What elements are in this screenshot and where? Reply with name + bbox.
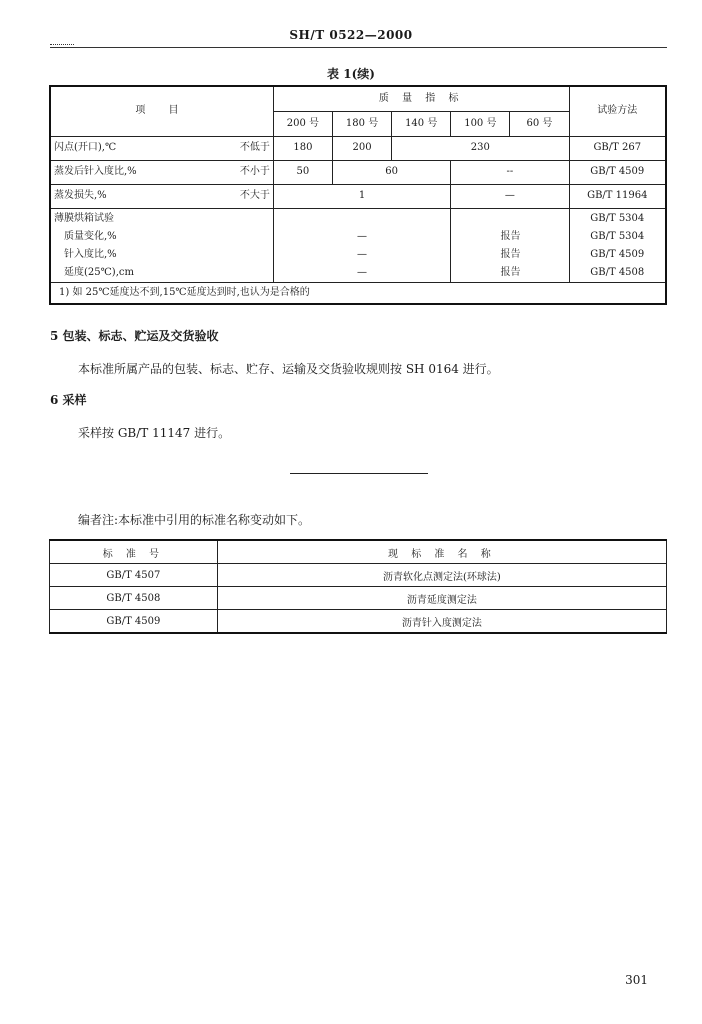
- table-title: 表 1(续): [327, 67, 375, 81]
- grade-200: 200 号: [273, 111, 332, 136]
- oven-100-60: 报告 报告 报告: [451, 208, 569, 282]
- oven-label: [50, 208, 273, 282]
- table-footnote: 1) 如 25℃延度达不到,15℃延度达到时,也认为是合格的: [50, 282, 666, 304]
- loss-label: 蒸发损失,%: [50, 184, 213, 208]
- header-method: 试验方法: [569, 86, 666, 136]
- editor-note: 编者注:本标准中引用的标准名称变动如下。: [78, 513, 311, 527]
- section-5-body: 本标准所属产品的包装、标志、贮存、运输及交货验收规则按 SH 0164 进行。: [78, 362, 499, 376]
- oven-200-140: — — —: [273, 208, 450, 282]
- loss-method: GB/T 11964: [569, 184, 666, 208]
- end-rule: [290, 473, 428, 474]
- pen-200: 50: [273, 160, 332, 184]
- pen-qualifier: 不小于: [213, 160, 273, 184]
- quality-spec-table: [49, 85, 667, 305]
- loss-qualifier: 不大于: [213, 184, 273, 208]
- pen-label: 蒸发后针入度比,%: [50, 160, 213, 184]
- pen-method: GB/T 4509: [569, 160, 666, 184]
- section-6-body: 采样按 GB/T 11147 进行。: [78, 426, 231, 440]
- loss-200-140: 1: [273, 184, 450, 208]
- flash-method: GB/T 267: [569, 136, 666, 160]
- ref-row-code: GB/T 4509: [50, 610, 218, 634]
- section-5-title: 5 包装、标志、贮运及交货验收: [50, 329, 219, 343]
- pen-180-140: 60: [332, 160, 450, 184]
- flash-200: 180: [273, 136, 332, 160]
- grade-60: 60 号: [510, 111, 569, 136]
- ref-header-code: 标 准 号: [50, 540, 218, 564]
- grade-180: 180 号: [332, 111, 391, 136]
- flash-180: 200: [332, 136, 391, 160]
- page-number: 301: [625, 973, 648, 987]
- loss-100-60: —: [451, 184, 569, 208]
- flash-140-60: 230: [392, 136, 569, 160]
- ref-row-name: 沥青延度测定法: [217, 587, 666, 610]
- reference-table: [49, 539, 667, 634]
- grade-140: 140 号: [392, 111, 451, 136]
- header-dotted-mark: [50, 44, 74, 45]
- grade-100: 100 号: [451, 111, 510, 136]
- ref-row-name: 沥青软化点测定法(环球法): [217, 564, 666, 587]
- flash-qualifier: 不低于: [213, 136, 273, 160]
- standard-code-header: SH/T 0522—2000: [289, 28, 413, 42]
- oven-methods: GB/T 5304 GB/T 5304 GB/T 4509 GB/T 4508: [569, 208, 666, 282]
- ref-row-code: GB/T 4507: [50, 564, 218, 587]
- header-rule: [50, 47, 667, 48]
- ref-header-name: 现 标 准 名 称: [217, 540, 666, 564]
- oven-sub-pen: 针入度比,%: [64, 248, 117, 260]
- pen-100-60: --: [451, 160, 569, 184]
- ref-row-code: GB/T 4508: [50, 587, 218, 610]
- header-quality: 质 量 指 标: [273, 86, 569, 111]
- oven-sub-mass: 质量变化,%: [64, 230, 117, 242]
- header-item: 项 目: [50, 86, 273, 136]
- flash-label: 闪点(开口),℃: [50, 136, 213, 160]
- ref-row-name: 沥青针入度测定法: [217, 610, 666, 634]
- oven-title: 薄膜烘箱试验: [54, 212, 114, 224]
- oven-sub-ductility: 延度(25℃),cm: [64, 266, 134, 278]
- section-6-title: 6 采样: [50, 393, 87, 407]
